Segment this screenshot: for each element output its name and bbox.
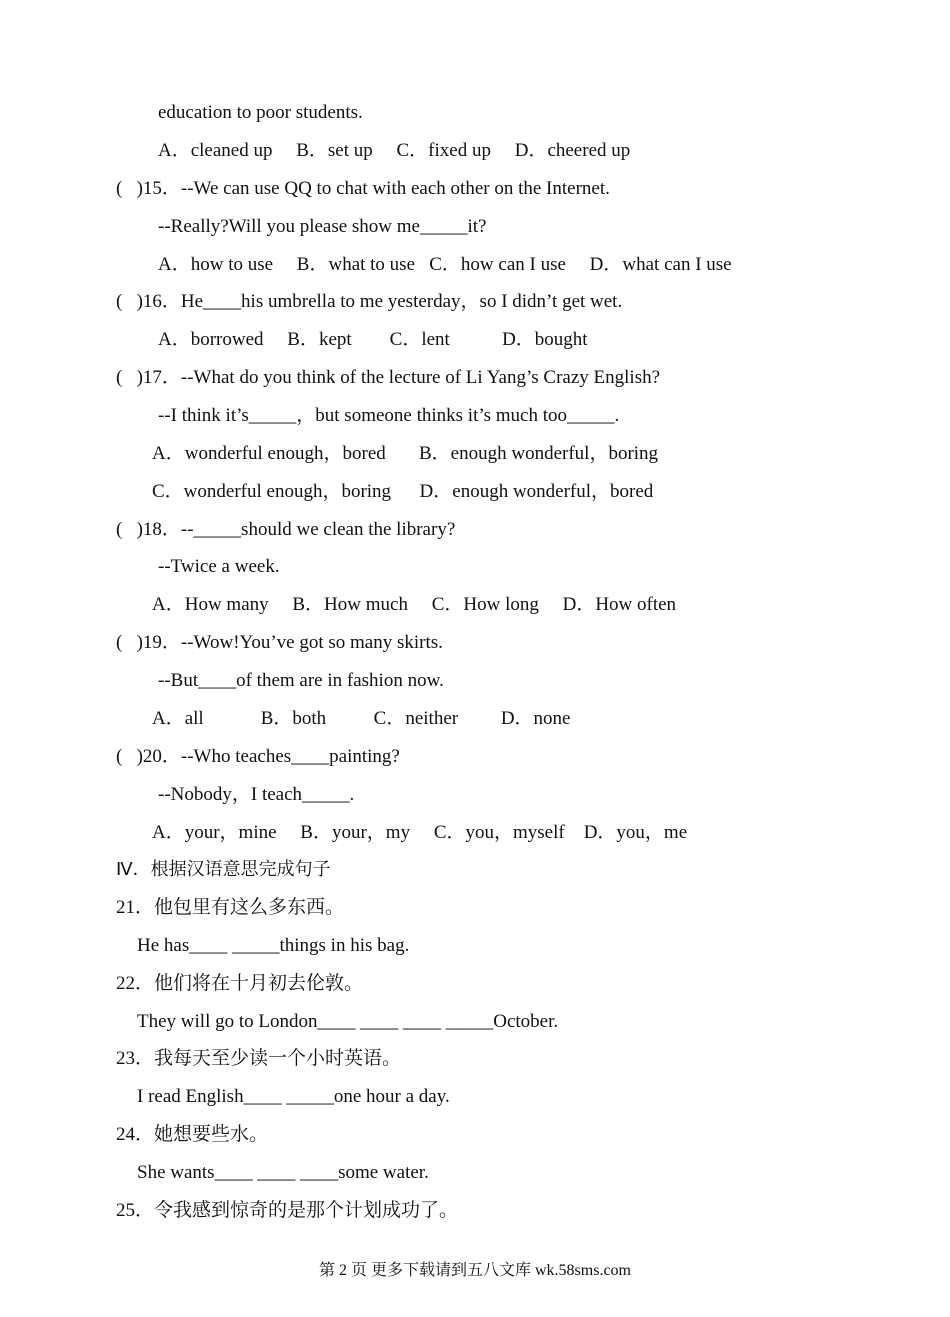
q19-stem: ( )19．--Wow!You’ve got so many skirts. (116, 632, 443, 653)
q17-stem: ( )17．--What do you think of the lecture of Li Yang’s Crazy English? (116, 367, 661, 388)
q15-reply: --Really?Will you please show me_____it? (158, 216, 487, 237)
q22-chinese: 22．他们将在十月初去伦敦。 (116, 973, 364, 994)
q20-reply: --Nobody，I teach_____. (158, 784, 355, 805)
q24-english: She wants____ ____ ____some water. (137, 1162, 429, 1183)
q17-options-ab: A．wonderful enough，bored B．enough wonderful，boring (152, 443, 659, 464)
q19-options: A．all B．both C．neither D．none (152, 708, 571, 729)
q19-reply: --But____of them are in fashion now. (158, 670, 444, 691)
q18-reply: --Twice a week. (158, 556, 280, 577)
page-footer: 第 2 页 更多下载请到五八文库 wk.58sms.com (318, 1262, 631, 1279)
q25-chinese: 25．令我感到惊奇的是那个计划成功了。 (116, 1200, 459, 1221)
q23-chinese: 23．我每天至少读一个小时英语。 (116, 1048, 402, 1069)
q15-stem: ( )15．--We can use QQ to chat with each other on the Internet. (116, 178, 610, 199)
q15-options: A．how to use B．what to use C．how can I use D．what can I use (158, 254, 732, 275)
q21-chinese: 21．他包里有这么多东西。 (116, 897, 345, 918)
q17-options-cd: C．wonderful enough，boring D．enough wonderful，bored (152, 481, 654, 502)
q16-stem: ( )16．He____his umbrella to me yesterday，so I didn’t get wet. (116, 291, 623, 312)
q23-english: I read English____ _____one hour a day. (137, 1086, 450, 1107)
q14-options: A．cleaned up B．set up C．fixed up D．cheered up (158, 140, 631, 161)
q20-stem: ( )20．--Who teaches____painting? (116, 746, 400, 767)
q20-options: A．your，mine B．your，my C．you，myself D．you，me (152, 822, 688, 843)
q17-reply: --I think it’s_____，but someone thinks it’s much too_____. (158, 405, 620, 426)
q21-english: He has____ _____things in his bag. (137, 935, 410, 956)
q22-english: They will go to London____ ____ ____ _____October. (137, 1011, 559, 1032)
q24-chinese: 24．她想要些水。 (116, 1124, 269, 1145)
q16-options: A．borrowed B．kept C．lent D．bought (158, 329, 588, 350)
q18-stem: ( )18．--_____should we clean the library? (116, 519, 456, 540)
q18-options: A．How many B．How much C．How long D．How often (152, 594, 677, 615)
q14-stem-continued: education to poor students. (158, 102, 363, 123)
section-iv-heading: Ⅳ．根据汉语意思完成句子 (116, 859, 331, 880)
